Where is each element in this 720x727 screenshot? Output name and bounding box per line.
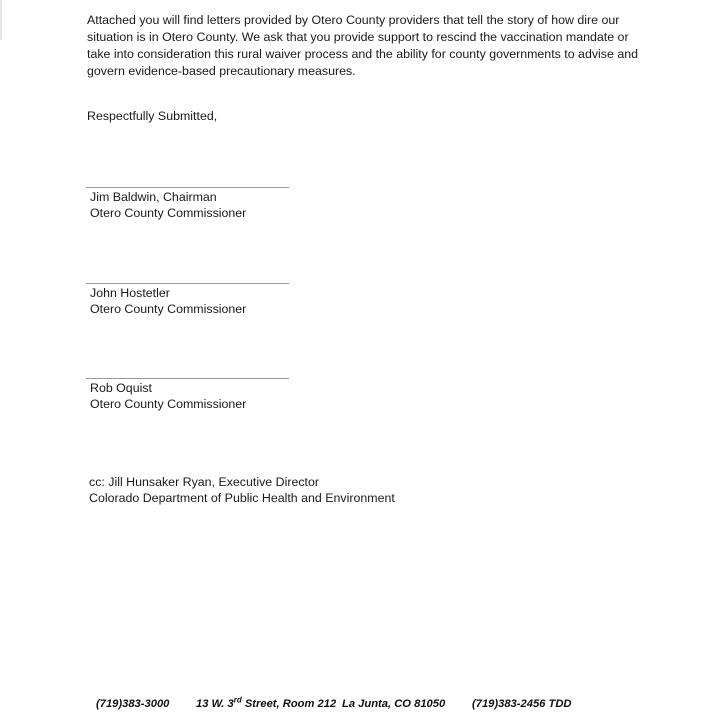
- signer-title: Otero County Commissioner: [90, 302, 247, 316]
- signature-line: [86, 283, 289, 284]
- footer-phone: (719)383-3000: [96, 698, 170, 710]
- footer-city: La Junta, CO 81050: [342, 698, 446, 710]
- footer-address-prefix: 13 W. 3: [196, 698, 234, 710]
- signature-line: [86, 187, 289, 188]
- cc-department: Colorado Department of Public Health and Environment: [89, 491, 395, 505]
- footer-address-suffix: Street, Room 212: [241, 698, 337, 710]
- signer-name: John Hostetler: [90, 286, 170, 300]
- footer-address: [196, 697, 336, 711]
- footer-address-sup: rd: [233, 695, 242, 705]
- signer-name: Rob Oquist: [90, 381, 152, 395]
- letter-paragraph: [87, 12, 687, 80]
- signature-block: [86, 187, 296, 221]
- signature-block: [86, 283, 296, 317]
- signer-title: Otero County Commissioner: [90, 397, 247, 411]
- page-edge: [0, 0, 2, 40]
- paragraph-line: Attached you will find letters provided by Otero County providers that tell the story of how dire our: [87, 13, 620, 27]
- footer-tdd: (719)383-2456 TDD: [472, 698, 572, 710]
- closing: Respectfully Submitted,: [87, 109, 218, 123]
- signer-title: Otero County Commissioner: [90, 206, 247, 220]
- signer-name: Jim Baldwin, Chairman: [90, 190, 217, 204]
- signature-line: [86, 378, 289, 379]
- signature-block: [86, 378, 296, 412]
- cc-recipient: cc: Jill Hunsaker Ryan, Executive Director: [89, 475, 319, 489]
- cc-block: [89, 474, 395, 506]
- paragraph-line: take into consideration this rural waiver process and the ability for county governments to advise and: [87, 47, 638, 61]
- paragraph-line: situation is in Otero County. We ask that you provide support to rescind the vaccination mandate or: [87, 30, 629, 44]
- paragraph-line: govern evidence-based precautionary measures.: [87, 64, 356, 78]
